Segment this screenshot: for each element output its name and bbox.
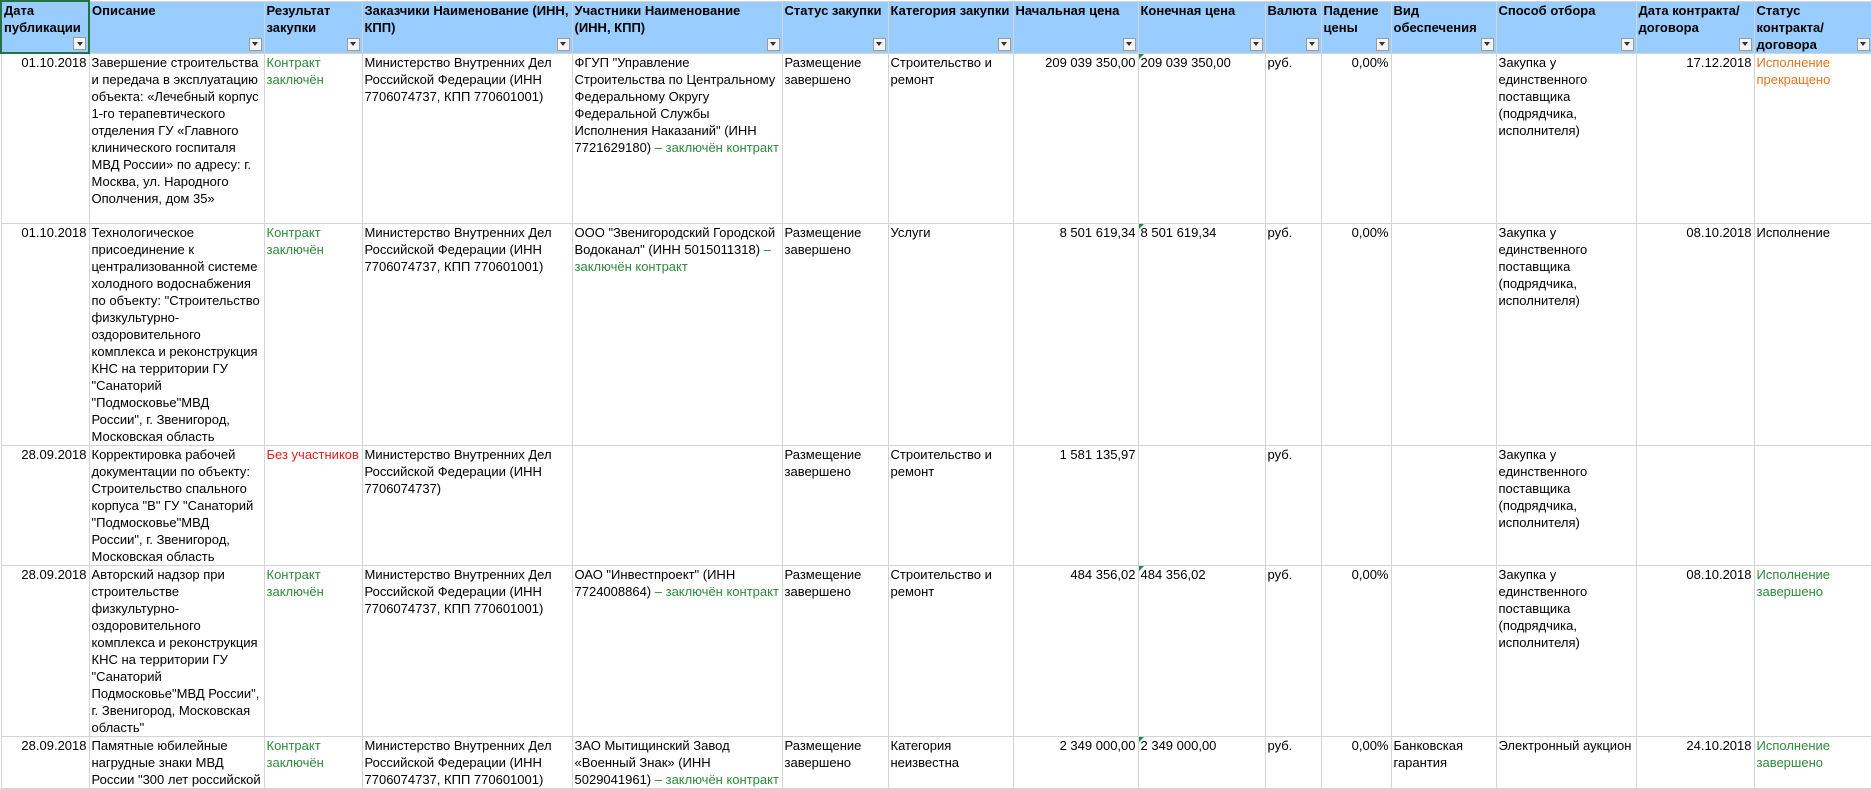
table-row — [1, 446, 1871, 566]
cell-result[interactable]: Без участников — [264, 446, 362, 566]
cell-contract-status[interactable] — [1754, 446, 1871, 566]
participant-contract-note: – заключён контракт — [654, 772, 779, 787]
cell-participant[interactable] — [572, 224, 782, 446]
cell-method[interactable]: Закупка у единственного поставщика (подрядчика, исполнителя) — [1496, 446, 1636, 566]
cell-final-price[interactable]: 209 039 350,00 — [1138, 53, 1265, 224]
cell-date[interactable]: 01.10.2018 — [1, 224, 89, 446]
header-participants-label: Участники Наименование (ИНН, КПП) — [574, 2, 741, 35]
cell-status[interactable]: Размещение завершено — [782, 446, 888, 566]
cell-date[interactable]: 28.09.2018 — [1, 446, 89, 566]
table-row — [1, 224, 1871, 446]
cell-description[interactable]: Технологическое присоединение к централизованной системе холодного водоснабжения по объекту: "Строительство физкультурно-оздоровительного комплекса и реконструкция КНС на территории ГУ "Санаторий "Подмосковье"МВД России", г. Звенигород, Московская область — [89, 224, 264, 446]
participant-contract-note: – заключён контракт — [654, 584, 779, 599]
header-contract-date[interactable] — [1636, 1, 1754, 53]
participant-name: ФГУП "Управление Строительства по Центральному Федеральному Округу Федеральной Службы Исполнения Наказаний" (ИНН 7721629180) — [574, 54, 776, 155]
table-row — [1, 566, 1871, 737]
cell-description[interactable]: Завершение строительства и передача в эксплуатацию объекта: «Лечебный корпус 1-го терапевтического отделения ГУ «Главного клинического госпиталя МВД России» по адресу: г. Москва, ул. Народного Ополчения, дом 35» — [89, 53, 264, 224]
cell-participant[interactable] — [572, 737, 782, 789]
filter-dropdown-icon[interactable] — [1739, 38, 1752, 51]
cell-category[interactable]: Строительство и ремонт — [888, 446, 1013, 566]
filter-dropdown-icon[interactable] — [1123, 38, 1136, 51]
cell-category[interactable]: Услуги — [888, 224, 1013, 446]
cell-contract-date[interactable] — [1636, 446, 1754, 566]
header-result[interactable] — [264, 1, 362, 53]
cell-currency[interactable]: руб. — [1265, 446, 1321, 566]
header-participants[interactable] — [572, 1, 782, 53]
cell-currency[interactable]: руб. — [1265, 737, 1321, 789]
cell-status[interactable]: Размещение завершено — [782, 566, 888, 737]
cell-security[interactable] — [1391, 566, 1496, 737]
header-final-price-label: Конечная цена — [1140, 2, 1236, 18]
cell-customer[interactable]: Министерство Внутренних Дел Российской Федерации (ИНН 7706074737) — [362, 446, 572, 566]
cell-category[interactable]: Категория неизвестна — [888, 737, 1013, 789]
cell-category[interactable]: Строительство и ремонт — [888, 566, 1013, 737]
cell-method[interactable]: Закупка у единственного поставщика (подрядчика, исполнителя) — [1496, 566, 1636, 737]
header-description-label: Описание — [92, 2, 156, 18]
cell-participant[interactable] — [572, 566, 782, 737]
cell-date[interactable]: 28.09.2018 — [1, 737, 89, 789]
cell-date[interactable]: 28.09.2018 — [1, 566, 89, 737]
filter-dropdown-icon[interactable] — [347, 38, 360, 51]
cell-final-price[interactable]: 484 356,02 — [1138, 566, 1265, 737]
cell-contract-status[interactable]: Исполнение — [1754, 224, 1871, 446]
filter-dropdown-icon[interactable] — [1857, 38, 1870, 51]
header-currency[interactable] — [1265, 1, 1321, 53]
header-currency-label: Валюта — [1267, 2, 1317, 18]
cell-contract-status[interactable]: Исполнение завершено — [1754, 737, 1871, 789]
cell-method[interactable]: Электронный аукцион — [1496, 737, 1636, 789]
cell-price-drop[interactable]: 0,00% — [1321, 224, 1391, 446]
header-contract-status-label: Статус контракта/договора — [1756, 2, 1824, 52]
cell-status[interactable]: Размещение завершено — [782, 53, 888, 224]
filter-dropdown-icon[interactable] — [1621, 38, 1634, 51]
header-category[interactable] — [888, 1, 1013, 53]
header-status[interactable] — [782, 1, 888, 53]
header-price-drop[interactable] — [1321, 1, 1391, 53]
header-category-label: Категория закупки — [890, 2, 1010, 18]
header-description[interactable] — [89, 1, 264, 53]
participant-name: ООО "Звенигородский Городской Водоканал" (ИНН 5015011318) — [574, 225, 776, 257]
cell-final-price[interactable] — [1138, 446, 1265, 566]
cell-price-drop[interactable]: 0,00% — [1321, 737, 1391, 789]
participant-contract-note: – заключён контракт — [574, 242, 771, 274]
participant-name: ОАО "Инвестпроект" (ИНН 7724008864) — [574, 567, 736, 599]
cell-contract-date[interactable]: 08.10.2018 — [1636, 224, 1754, 446]
cell-customer[interactable]: Министерство Внутренних Дел Российской Федерации (ИНН 7706074737, КПП 770601001) — [362, 53, 572, 224]
filter-dropdown-icon[interactable] — [873, 38, 886, 51]
cell-security[interactable] — [1391, 446, 1496, 566]
header-contract-status[interactable] — [1754, 1, 1871, 53]
header-method-label: Способ отбора — [1498, 2, 1596, 18]
filter-dropdown-icon[interactable] — [1250, 38, 1263, 51]
header-status-label: Статус закупки — [784, 2, 882, 18]
header-security-label: Вид обеспечения — [1393, 2, 1477, 35]
header-customers-label: Заказчики Наименование (ИНН, КПП) — [364, 2, 569, 35]
cell-customer[interactable]: Министерство Внутренних Дел Российской Федерации (ИНН 7706074737, КПП 770601001) — [362, 737, 572, 789]
header-final-price[interactable] — [1138, 1, 1265, 53]
cell-start-price[interactable]: 484 356,02 — [1013, 566, 1138, 737]
header-row — [1, 1, 1871, 53]
header-method[interactable] — [1496, 1, 1636, 53]
cell-description[interactable]: Памятные юбилейные нагрудные знаки МВД России "300 лет российской — [89, 737, 264, 789]
header-date[interactable] — [1, 1, 89, 53]
header-start-price-label: Начальная цена — [1015, 2, 1120, 18]
cell-method[interactable]: Закупка у единственного поставщика (подрядчика, исполнителя) — [1496, 224, 1636, 446]
header-date-label: Дата публикации — [4, 3, 81, 35]
cell-status[interactable]: Размещение завершено — [782, 737, 888, 789]
filter-dropdown-icon[interactable] — [1306, 38, 1319, 51]
cell-currency[interactable]: руб. — [1265, 566, 1321, 737]
cell-participant[interactable] — [572, 53, 782, 224]
filter-dropdown-icon[interactable] — [557, 38, 570, 51]
header-price-drop-label: Падение цены — [1323, 2, 1379, 35]
cell-start-price[interactable]: 209 039 350,00 — [1013, 53, 1138, 224]
cell-final-price[interactable]: 8 501 619,34 — [1138, 224, 1265, 446]
cell-start-price[interactable]: 2 349 000,00 — [1013, 737, 1138, 789]
filter-dropdown-icon[interactable] — [767, 38, 780, 51]
cell-contract-date[interactable]: 17.12.2018 — [1636, 53, 1754, 224]
cell-contract-date[interactable]: 08.10.2018 — [1636, 566, 1754, 737]
table-row — [1, 53, 1871, 224]
cell-start-price[interactable]: 1 581 135,97 — [1013, 446, 1138, 566]
cell-security[interactable] — [1391, 224, 1496, 446]
cell-result[interactable]: Контракт заключён — [264, 737, 362, 789]
filter-dropdown-icon[interactable] — [998, 38, 1011, 51]
header-start-price[interactable] — [1013, 1, 1138, 53]
cell-start-price[interactable]: 8 501 619,34 — [1013, 224, 1138, 446]
filter-dropdown-icon[interactable] — [73, 37, 86, 50]
cell-price-drop[interactable]: 0,00% — [1321, 53, 1391, 224]
cell-result[interactable]: Контракт заключён — [264, 566, 362, 737]
filter-dropdown-icon[interactable] — [249, 38, 262, 51]
cell-contract-status[interactable]: Исполнение прекращено — [1754, 53, 1871, 224]
cell-security[interactable] — [1391, 53, 1496, 224]
filter-dropdown-icon[interactable] — [1376, 38, 1389, 51]
header-security[interactable] — [1391, 1, 1496, 53]
cell-customer[interactable]: Министерство Внутренних Дел Российской Федерации (ИНН 7706074737, КПП 770601001) — [362, 566, 572, 737]
cell-description[interactable]: Авторский надзор при строительстве физкультурно-оздоровительного комплекса и реконструкция КНС на территории ГУ "Санаторий Подмосковье"МВД России", г. Звенигород, Московская область" — [89, 566, 264, 737]
cell-price-drop[interactable] — [1321, 446, 1391, 566]
cell-currency[interactable]: руб. — [1265, 53, 1321, 224]
participant-contract-note: – заключён контракт — [654, 139, 779, 155]
cell-date[interactable]: 01.10.2018 — [1, 53, 89, 224]
participant-name: ЗАО Мытищинский Завод «Военный Знак» (ИНН 5029041961) — [574, 738, 730, 787]
cell-result[interactable]: Контракт заключён — [264, 224, 362, 446]
header-contract-date-label: Дата контракта/договора — [1638, 2, 1740, 35]
filter-dropdown-icon[interactable] — [1481, 38, 1494, 51]
cell-status[interactable]: Размещение завершено — [782, 224, 888, 446]
cell-category[interactable]: Строительство и ремонт — [888, 53, 1013, 224]
cell-price-drop[interactable]: 0,00% — [1321, 566, 1391, 737]
cell-participant[interactable] — [572, 446, 782, 566]
cell-method[interactable]: Закупка у единственного поставщика (подрядчика, исполнителя) — [1496, 53, 1636, 224]
cell-result[interactable]: Контракт заключён — [264, 53, 362, 224]
cell-contract-date[interactable]: 24.10.2018 — [1636, 737, 1754, 789]
cell-description[interactable]: Корректировка рабочей документации по объекту: Строительство спального корпуса "В" ГУ "Санаторий "Подмосковье"МВД России", г. Звенигород, Московская область — [89, 446, 264, 566]
cell-customer[interactable]: Министерство Внутренних Дел Российской Федерации (ИНН 7706074737, КПП 770601001) — [362, 224, 572, 446]
header-result-label: Результат закупки — [266, 2, 331, 35]
header-customers[interactable] — [362, 1, 572, 53]
cell-contract-status[interactable]: Исполнение завершено — [1754, 566, 1871, 737]
cell-final-price[interactable]: 2 349 000,00 — [1138, 737, 1265, 789]
cell-currency[interactable]: руб. — [1265, 224, 1321, 446]
cell-security[interactable]: Банковская гарантия — [1391, 737, 1496, 789]
table-row — [1, 737, 1871, 789]
